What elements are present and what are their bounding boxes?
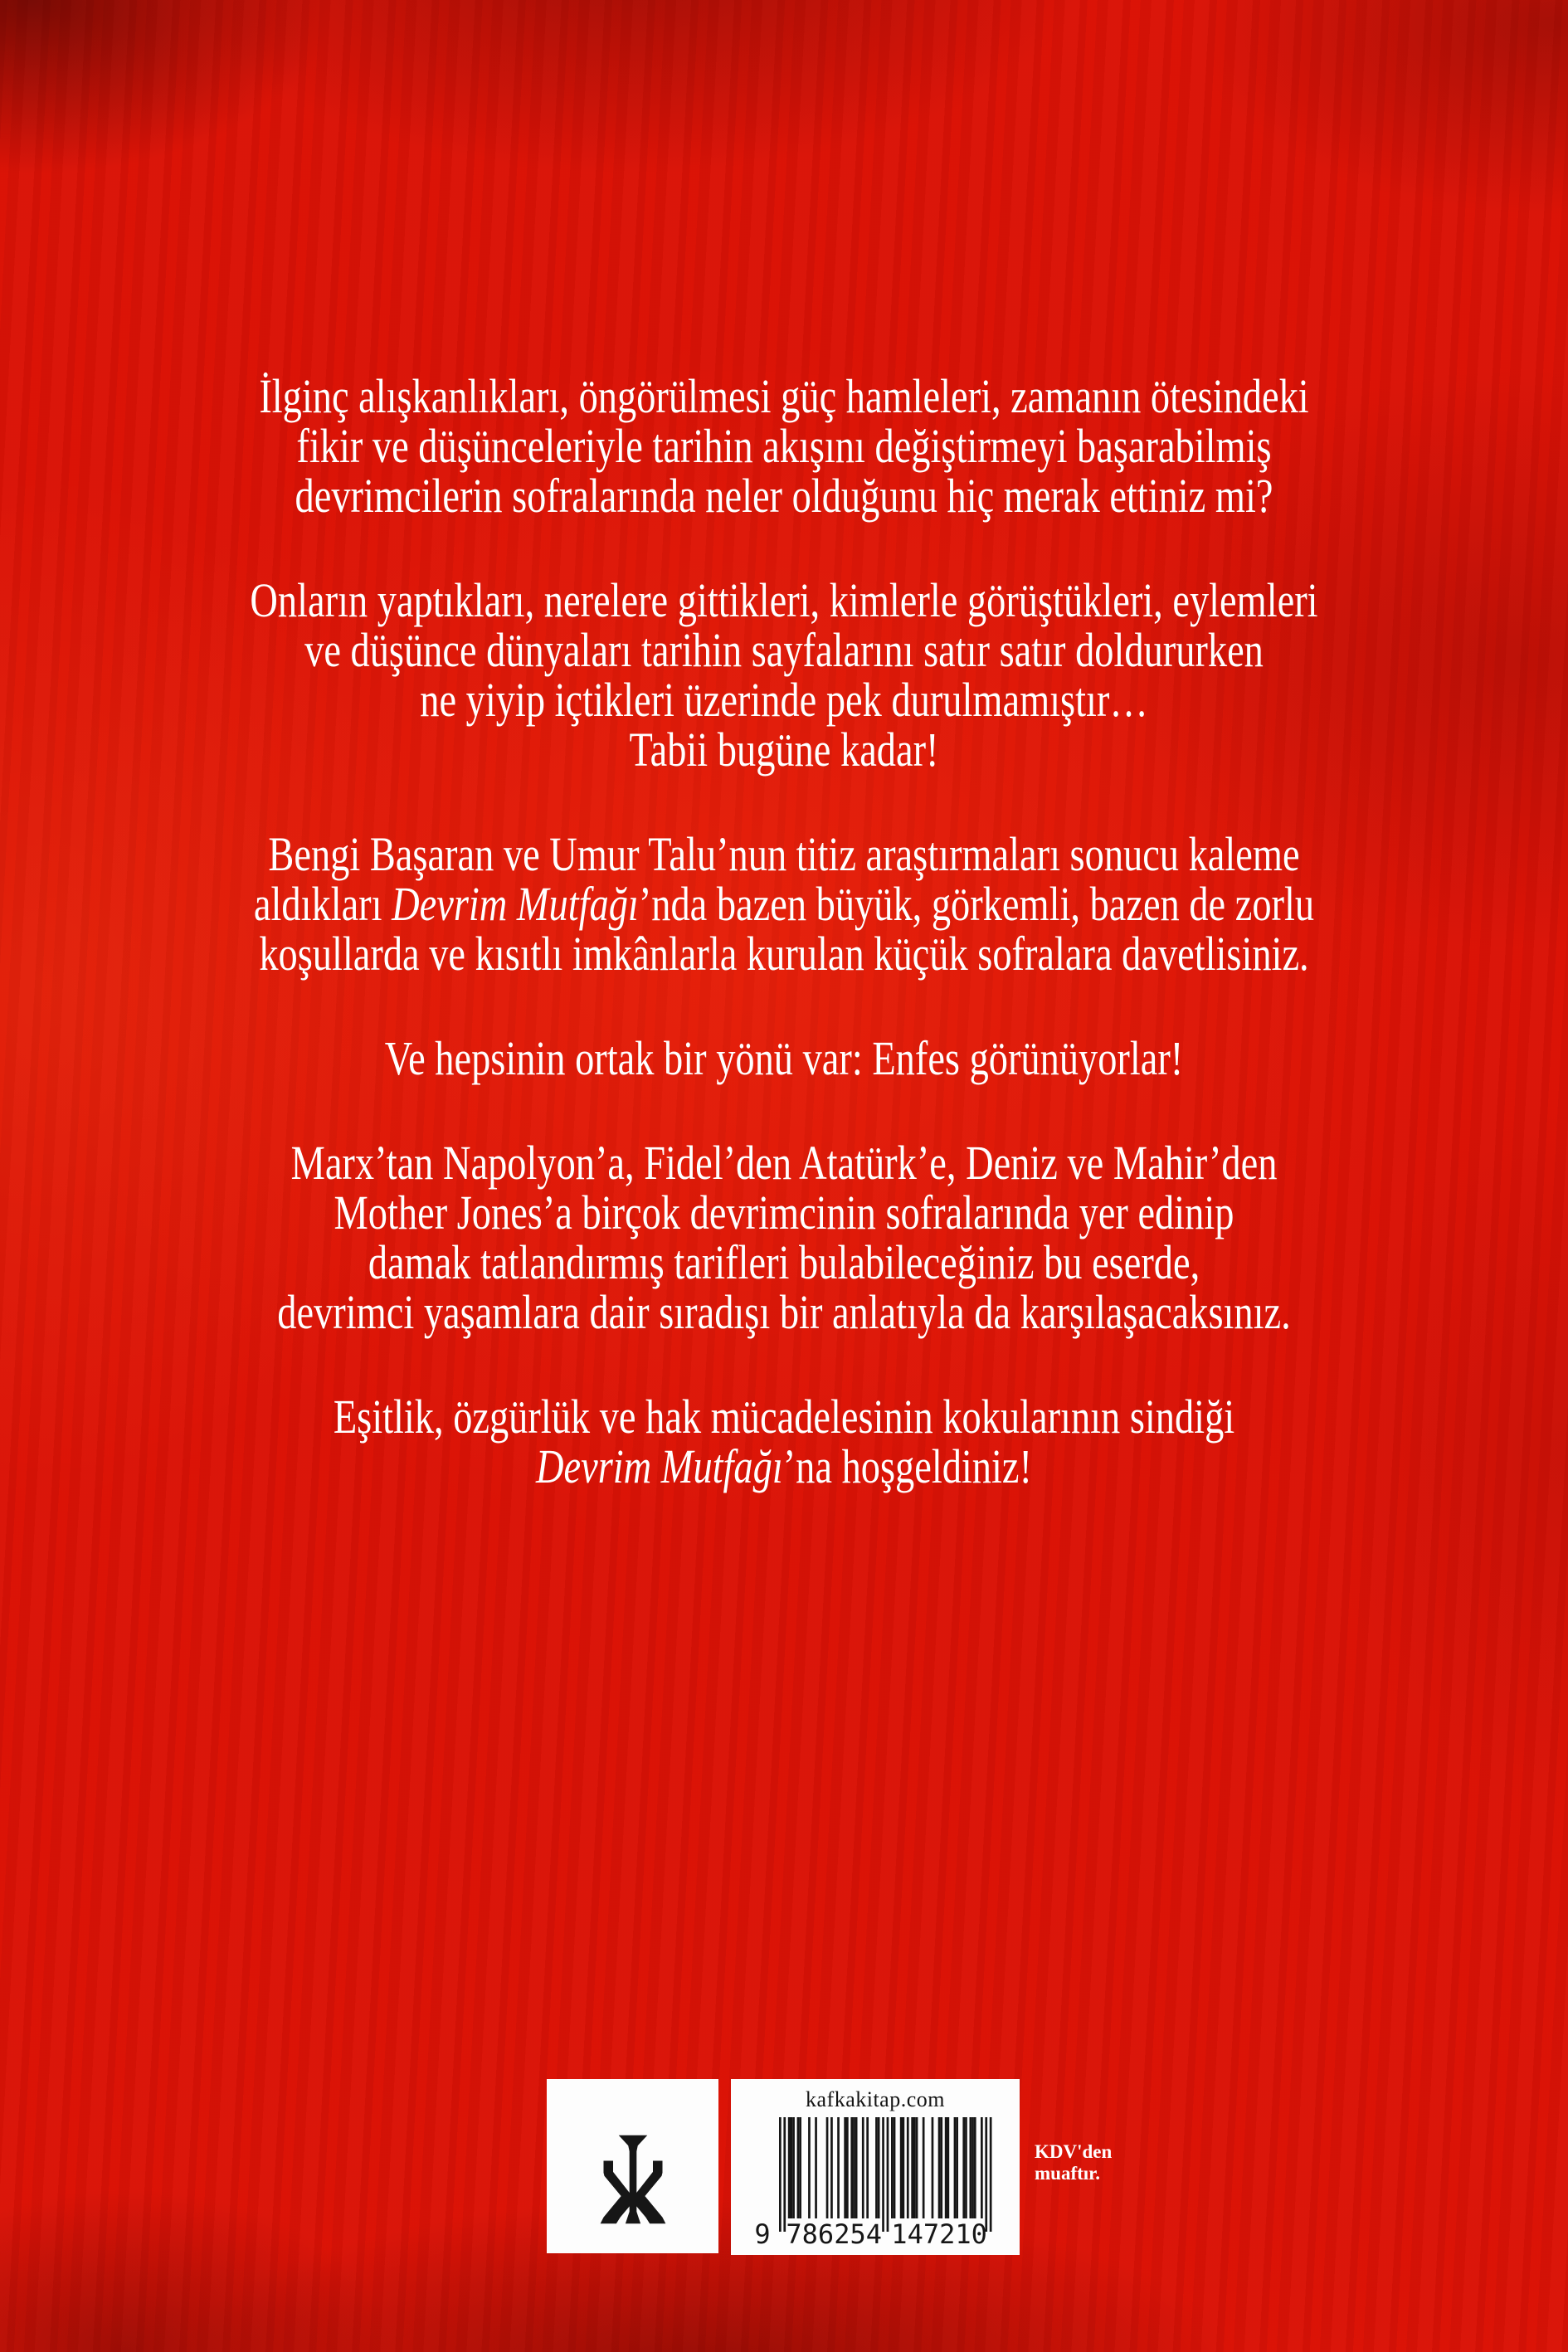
tax-note-line: KDV'den: [1035, 2141, 1113, 2162]
text-line: [157, 421, 1411, 471]
text-run: ne yiyip içtikleri üzerinde pek durulmamıştır…: [420, 673, 1148, 727]
paragraph-tagline: [157, 1031, 1411, 1085]
publisher-logo-box: [547, 2079, 718, 2253]
text-line: [157, 623, 1411, 677]
text-run: damak tatlandırmış tarifleri bulabileceğiniz bu eserde,: [368, 1235, 1200, 1289]
text-line: [157, 1138, 1411, 1188]
text-run: ve düşünce dünyaları tarihin sayfalarını satır satır doldururken: [304, 623, 1264, 677]
ean13-barcode: [751, 2117, 1000, 2250]
tax-exempt-note: [1035, 2141, 1112, 2184]
paragraph-figures: [157, 1138, 1411, 1337]
paragraph-history: [157, 573, 1411, 777]
text-run: fikir ve düşünceleriyle tarihin akışını değiştirmeyi başarabilmiş: [296, 419, 1272, 473]
svg-text:786254: 786254: [786, 2218, 882, 2250]
text-run: Onların yaptıkları, nerelere gittikleri, kimlerle görüştükleri, eylemleri: [250, 573, 1318, 627]
italic-run: Devrim Mutfağı: [536, 1439, 783, 1493]
tax-note-line: muaftır.: [1035, 2163, 1101, 2184]
isbn-barcode-box: [731, 2079, 1020, 2255]
text-line: [157, 725, 1411, 775]
text-line: [157, 1439, 1411, 1493]
text-run: devrimci yaşamlara dair sıradışı bir anlatıyla da karşılaşacaksınız.: [277, 1285, 1291, 1339]
text-run: İlginç alışkanlıkları, öngörülmesi güç hamleleri, zamanın ötesindeki: [259, 369, 1309, 423]
publisher-website: kafkakitap.com: [806, 2087, 945, 2111]
svg-text:9: 9: [754, 2218, 771, 2250]
text-run: Mother Jones’a birçok devrimcinin sofralarında yer edinip: [334, 1186, 1234, 1239]
text-run: devrimcilerin sofralarında neler olduğunu hiç merak ettiniz mi?: [295, 469, 1273, 523]
italic-run: Devrim Mutfağı: [392, 877, 639, 931]
text-run: Ve hepsinin ortak bir yönü var: Enfes görünüyorlar!: [384, 1031, 1184, 1085]
text-run: ’nda bazen büyük, görkemli, bazen de zorlu: [638, 877, 1315, 931]
paragraph-intro: [157, 369, 1411, 523]
kafka-kitap-logo-icon: [593, 2130, 673, 2229]
text-line: [157, 675, 1411, 725]
text-line: [157, 929, 1411, 979]
text-line: [157, 1031, 1411, 1085]
text-run: Tabii bugüne kadar!: [629, 723, 939, 777]
text-line: [157, 879, 1411, 929]
text-run: Marx’tan Napolyon’a, Fidel’den Atatürk’e, Deniz ve Mahir’den: [290, 1136, 1278, 1190]
text-line: [157, 1188, 1411, 1238]
paragraph-welcome: [157, 1392, 1411, 1492]
text-line: [157, 1235, 1411, 1289]
paragraph-authors: [157, 827, 1411, 981]
text-line: [157, 827, 1411, 881]
text-run: Eşitlik, özgürlük ve hak mücadelesinin kokularının sindiği: [333, 1390, 1235, 1444]
text-run: Bengi Başaran ve Umur Talu’nun titiz araştırmaları sonucu kaleme: [268, 827, 1300, 881]
text-run: aldıkları: [253, 877, 392, 931]
text-run: koşullarda ve kısıtlı imkânlarla kurulan küçük sofralara davetlisiniz.: [259, 927, 1309, 981]
text-line: [157, 1285, 1411, 1339]
svg-text:147210: 147210: [891, 2218, 987, 2250]
text-line: [157, 471, 1411, 521]
text-line: [157, 573, 1411, 627]
text-line: [157, 1392, 1411, 1442]
text-run: ’na hoşgeldiniz!: [782, 1439, 1032, 1493]
back-cover-text: [0, 369, 1568, 1493]
text-line: [157, 369, 1411, 423]
